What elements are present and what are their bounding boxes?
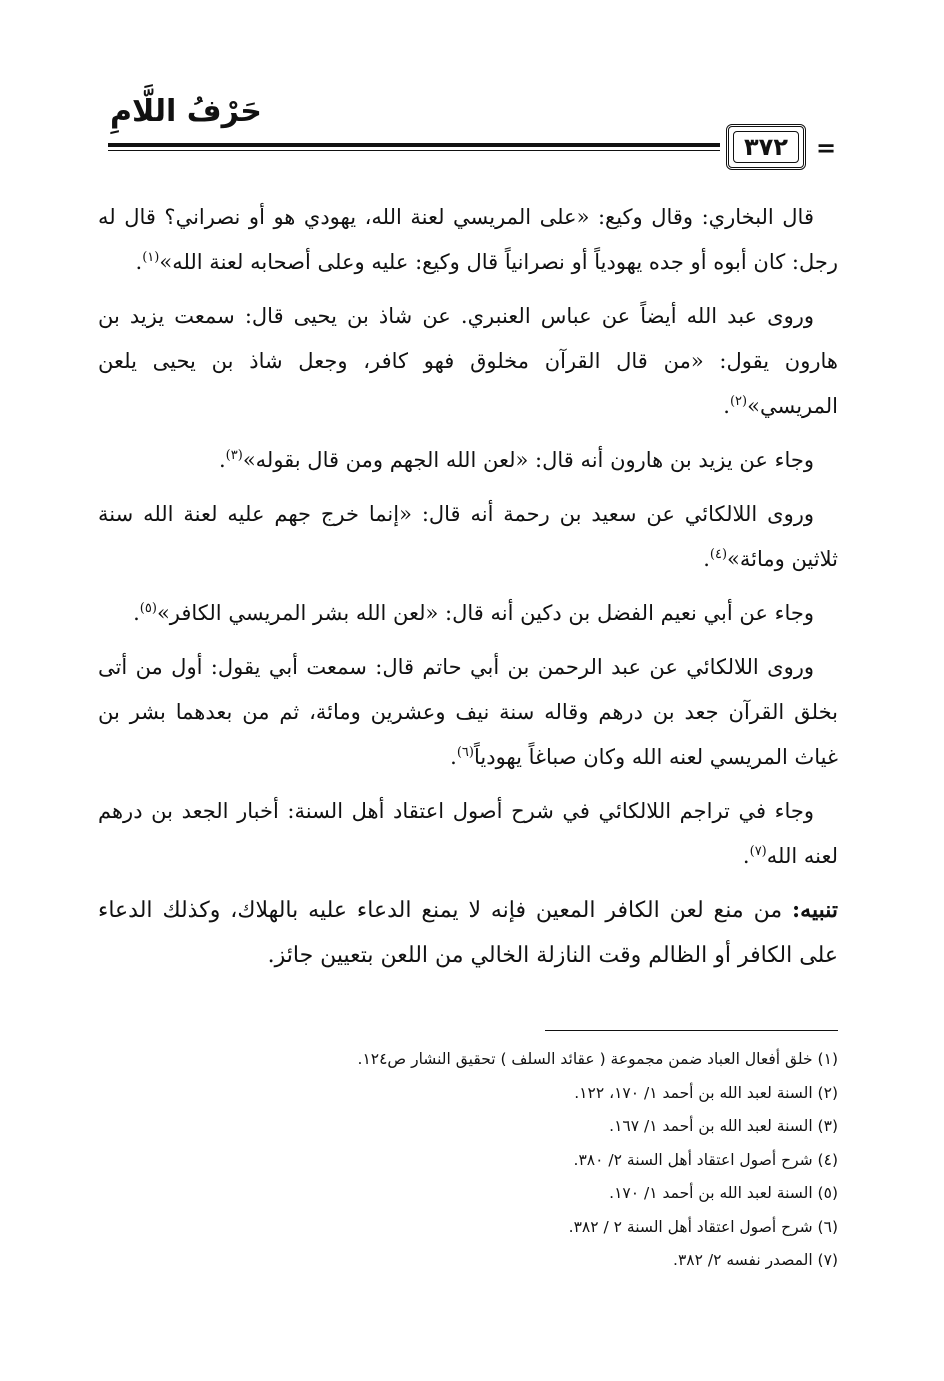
note-paragraph [98, 888, 838, 978]
footnote-ref-3: (٣) [225, 448, 243, 463]
paragraph-2: وروى عبد الله أيضاً عن عباس العنبري. عن شاذ بن يحيى قال: سمعت يزيد بن هارون يقول: «من قال القرآن مخلوق فهو كافر، وجعل شاذ بن يحيى يلعن المريسي»$^{(٢)}$. [98, 304, 838, 418]
footnote-2: (٢) السنة لعبد الله بن أحمد ١/ ١٧٠، ١٢٢. [574, 1083, 838, 1102]
paragraph-7: وجاء في تراجم اللالكائي في شرح أصول اعتقاد أهل السنة: أخبار الجعد بن درهم لعنه الله$^{(٧)}$. [98, 799, 838, 868]
footnote-ref-7: (٧) [749, 844, 767, 859]
paragraph-5: وجاء عن أبي نعيم الفضل بن دكين أنه قال: «لعن الله بشر المريسي الكافر»$^{(٥)}$. [133, 601, 814, 625]
note-label: تنبيه: [792, 897, 838, 923]
footnote-1: (١) خلق أفعال العباد ضمن مجموعة ( عقائد السلف ) تحقيق النشار ص١٢٤. [357, 1050, 838, 1068]
footnote-7: (٧) المصدر نفسه ٢/ ٣٨٢. [673, 1251, 838, 1269]
paragraph-4: وروى اللالكائي عن سعيد بن رحمة أنه قال: «إنما خرج جهم عليه لعنة الله سنة ثلاثين ومائة»$^{(٤)}$. [98, 502, 838, 571]
footnote-4: (٤) شرح أصول اعتقاد أهل السنة ٢/ ٣٨٠. [573, 1150, 838, 1169]
header-dash-mark: = [816, 134, 837, 162]
header-rule-thick [108, 143, 720, 147]
footnote-ref-4: (٤) [709, 547, 728, 562]
footnote-ref-1: (١) [142, 250, 160, 265]
paragraph-3: وجاء عن يزيد بن هارون أنه قال: «لعن الله الجهم ومن قال بقوله»$^{(٣)}$. [218, 448, 814, 472]
footnote-5: (٥) السنة لعبد الله بن أحمد ١/ ١٧٠. [609, 1184, 838, 1202]
footnote-ref-2: (٢) [729, 394, 748, 409]
footnotes [300, 1043, 838, 1278]
footnote-3: (٣) السنة لعبد الله بن أحمد ١/ ١٦٧. [609, 1117, 838, 1135]
footnote-6: (٦) شرح أصول اعتقاد أهل السنة ٢ / ٣٨٢. [568, 1217, 838, 1236]
page-number-box [726, 124, 806, 170]
header-rule-thin [108, 150, 720, 151]
footnote-ref-6: (٦) [456, 745, 474, 760]
main-text [98, 195, 838, 987]
footnote-ref-5: (٥) [139, 601, 157, 616]
page-number: ٣٧٢ [744, 133, 788, 161]
chapter-title: حَرْفُ اللَّامِ [110, 94, 262, 129]
note-text: من منع لعن الكافر المعين فإنه لا يمنع الدعاء عليه بالهلاك، وكذلك الدعاء على الكافر أو الظالم وقت النازلة الخالي من اللعن بتعيين جائز. [98, 898, 838, 968]
footnote-separator [545, 1030, 838, 1031]
paragraph-6: وروى اللالكائي عن عبد الرحمن بن أبي حاتم قال: سمعت أبي يقول: أول من أتى بخلق القرآن جعد بن درهم وقاله سنة نيف وعشرين ومائة، ثم من بعدهما بشر بن غياث المريسي لعنه الله وكان صباغاً يهودياً$^{(٦)}$. [98, 655, 838, 769]
paragraph-1: قال البخاري: وقال وكيع: «على المريسي لعنة الله، يهودي هو أو نصراني؟ قال له رجل: كان أبوه أو جده يهودياً أو نصرانياً قال وكيع: عليه وعلى أصحابه لعنة الله»$^{(١)}$. [98, 205, 838, 274]
